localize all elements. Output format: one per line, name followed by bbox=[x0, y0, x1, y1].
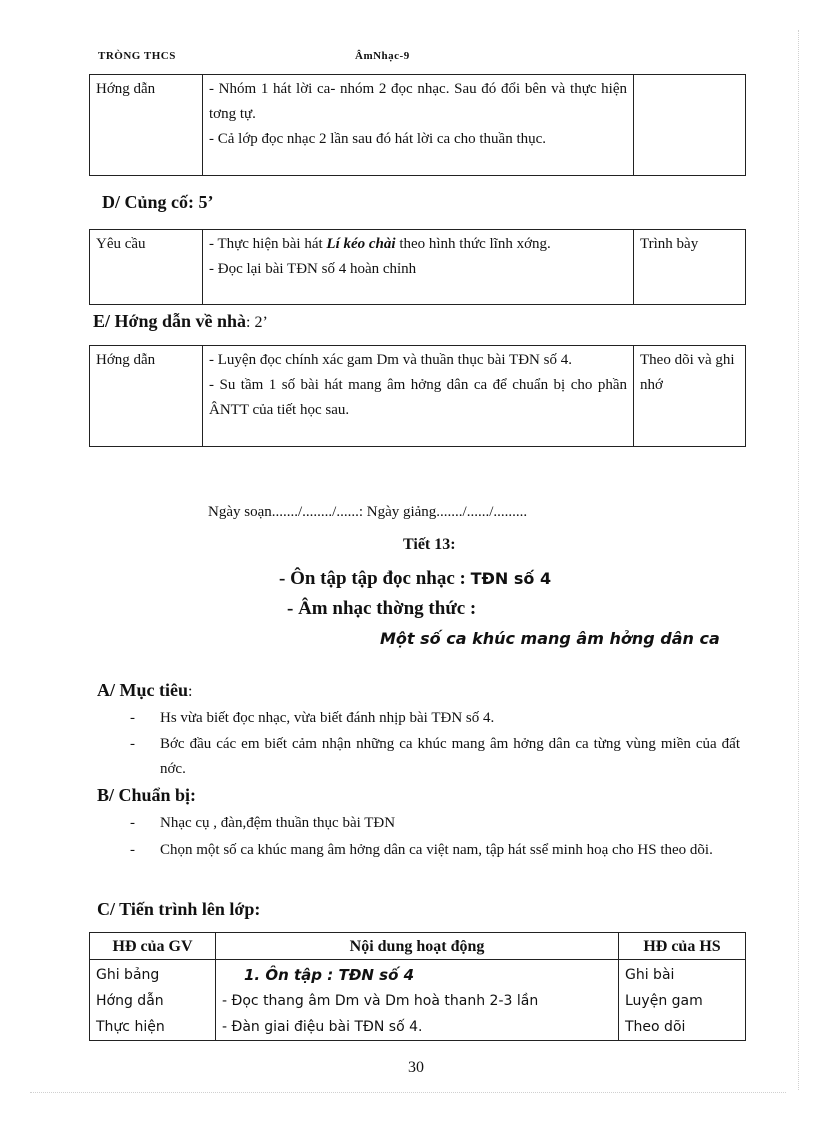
lesson-item-1 bbox=[279, 568, 551, 590]
homework-content bbox=[203, 346, 634, 447]
preparation-1: Nhạc cụ , đàn,đệm thuần thục bài TĐN bbox=[160, 815, 396, 831]
gv-2: Hớng dẫn bbox=[96, 993, 164, 1009]
section-a-heading bbox=[97, 680, 192, 701]
dates-line: Ngày soạn......./......../......: Ngày giảng......./....../......... bbox=[208, 504, 528, 520]
section-a-title: A/ Mục tiêu bbox=[97, 680, 188, 700]
section-d-heading bbox=[102, 192, 214, 213]
header-content: Nội dung hoạt động bbox=[216, 933, 619, 960]
section-b-heading: B/ Chuẩn bị: bbox=[97, 785, 197, 805]
consolidation-content bbox=[203, 230, 634, 305]
hs-1: Ghi bài bbox=[625, 967, 675, 983]
guidance-table bbox=[89, 74, 746, 176]
section-a-colon: : bbox=[187, 683, 193, 700]
header-gv: HĐ của GV bbox=[90, 933, 216, 960]
guidance-student bbox=[634, 75, 746, 176]
consolidation-text: - Thực hiện bài hát bbox=[209, 236, 327, 252]
list-item: - Chọn một số ca khúc mang âm hởng dân ca việt nam, tập hát ssể minh hoạ cho HS theo dõi. bbox=[130, 838, 740, 863]
lesson-title: Tiết 13: bbox=[403, 536, 456, 553]
consolidation-line bbox=[209, 232, 627, 257]
list-item: - Hs vừa biết đọc nhạc, vừa biết đánh nhịp bài TĐN số 4. bbox=[130, 706, 740, 731]
page-number: 30 bbox=[408, 1059, 424, 1076]
guidance-line: - Cả lớp đọc nhạc 2 lần sau đó hát lời ca cho thuần thục. bbox=[209, 131, 547, 147]
hs-3: Theo dõi bbox=[625, 1019, 686, 1035]
preparation-2: Chọn một số ca khúc mang âm hởng dân ca việt nam, tập hát ssể minh hoạ cho HS theo dõi. bbox=[160, 842, 713, 858]
content-3: - Đàn giai điệu bài TĐN số 4. bbox=[222, 1019, 423, 1035]
consolidation-table bbox=[89, 229, 746, 305]
consolidation-text-end: theo hình thức lĩnh xớng. bbox=[395, 236, 551, 252]
gv-3: Thực hiện bbox=[96, 1019, 165, 1035]
table-row bbox=[90, 960, 746, 1041]
guidance-role: Hớng dẫn bbox=[90, 75, 203, 176]
section-c-heading: C/ Tiến trình lên lớp: bbox=[97, 899, 261, 919]
page-border-bottom bbox=[30, 1092, 786, 1093]
consolidation-role: Yêu cầu bbox=[90, 230, 203, 305]
lesson-item-3: Một số ca khúc mang âm hởng dân ca bbox=[380, 629, 720, 648]
row-gv bbox=[90, 960, 216, 1041]
section-e-heading bbox=[93, 311, 268, 332]
content-1: 1. Ôn tập : TĐN số 4 bbox=[244, 966, 415, 984]
consolidation-line: - Đọc lại bài TĐN số 4 hoàn chỉnh bbox=[209, 261, 417, 277]
list-item: - Nhạc cụ , đàn,đệm thuần thục bài TĐN bbox=[130, 811, 740, 836]
homework-student: Theo dõi và ghi nhớ bbox=[634, 346, 746, 447]
hs-2: Luyện gam bbox=[625, 993, 703, 1009]
homework-role: Hớng dẫn bbox=[90, 346, 203, 447]
page-border-right bbox=[798, 30, 799, 1090]
header-subject: ÂmNhạc-9 bbox=[355, 50, 410, 62]
homework-line: - Luyện đọc chính xác gam Dm và thuần thục bài TĐN số 4. bbox=[209, 352, 572, 368]
header-hs: HĐ của HS bbox=[619, 933, 746, 960]
section-e-time: : 2’ bbox=[246, 314, 268, 331]
consolidation-student: Trình bày bbox=[634, 230, 746, 305]
objective-2: Bớc đầu các em biết cảm nhận những ca khúc mang âm hởng dân ca từng vùng miền của đất nớc. bbox=[160, 736, 740, 777]
objective-1: Hs vừa biết đọc nhạc, vừa biết đánh nhịp bài TĐN số 4. bbox=[160, 710, 495, 726]
lesson-plan-table bbox=[89, 932, 746, 1041]
guidance-line: - Nhóm 1 hát lời ca- nhóm 2 đọc nhạc. Sau đó đổi bên và thực hiện tơng tự. bbox=[209, 81, 627, 122]
song-title: Lí kéo chài bbox=[326, 236, 396, 252]
lesson-item-1-text: - Ôn tập tập đọc nhạc : bbox=[279, 568, 471, 589]
row-hs bbox=[619, 960, 746, 1041]
homework-table bbox=[89, 345, 746, 447]
section-d-time: : 5’ bbox=[188, 192, 214, 212]
section-d-title: D/ Củng cố bbox=[102, 192, 189, 212]
lesson-item-1-tdn: TĐN số 4 bbox=[470, 569, 552, 588]
row-content bbox=[216, 960, 619, 1041]
content-2: - Đọc thang âm Dm và Dm hoà thanh 2-3 lần bbox=[222, 993, 539, 1009]
gv-1: Ghi bảng bbox=[96, 967, 160, 983]
header-school: TRÒNG THCS bbox=[98, 50, 176, 62]
lesson-item-2: - Âm nhạc thờng thức : bbox=[287, 598, 477, 619]
section-e-title: E/ Hớng dẫn về nhà bbox=[93, 311, 247, 331]
list-item: - Bớc đầu các em biết cảm nhận những ca khúc mang âm hởng dân ca từng vùng miền của đất nớc. bbox=[130, 732, 740, 782]
homework-line: - Su tầm 1 số bài hát mang âm hởng dân ca để chuẩn bị cho phần ÂNTT của tiết học sau. bbox=[209, 377, 627, 418]
guidance-content bbox=[203, 75, 634, 176]
